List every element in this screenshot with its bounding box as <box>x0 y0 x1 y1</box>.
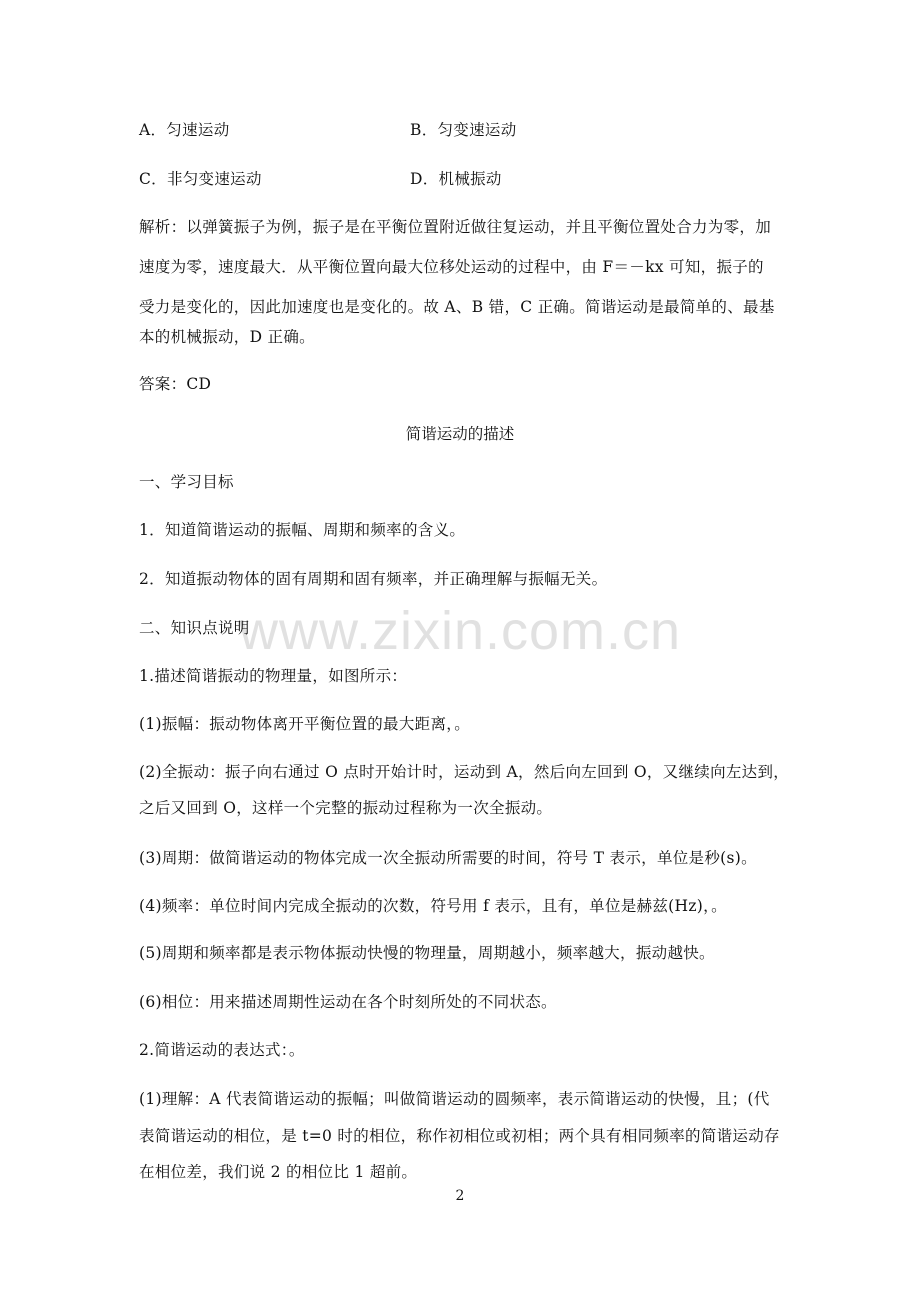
item1-title: 1.描述简谐振动的物理量，如图所示： <box>139 667 408 685</box>
item2-point: (1)理解：A 代表简谐运动的振幅；叫做简谐运动的圆频率，表示简谐运动的快慢，且；(代 <box>139 1090 770 1108</box>
watermark: www.zixin.com.cn <box>238 601 682 661</box>
item1-point: 之后又回到 O，这样一个完整的振动过程称为一次全振动。 <box>139 799 553 817</box>
answer: 答案：CD <box>139 375 212 393</box>
goal-item: 2．知道振动物体的固有周期和固有频率，并正确理解与振幅无关。 <box>139 570 608 588</box>
option-b: B．匀变速运动 <box>410 121 517 139</box>
item1-point: (1)振幅：振动物体离开平衡位置的最大距离，。 <box>139 715 471 733</box>
section-title: 简谐运动的描述 <box>405 425 515 443</box>
item2-point: 在相位差，我们说 2 的相位比 1 超前。 <box>139 1163 418 1181</box>
heading-knowledge: 二、知识点说明 <box>139 619 250 637</box>
option-a: A．匀速运动 <box>139 121 230 139</box>
analysis-line: 本的机械振动，D 正确。 <box>139 328 315 346</box>
option-c: C．非匀变速运动 <box>139 170 262 188</box>
item2-title: 2.简谐运动的表达式：。 <box>139 1041 305 1059</box>
analysis-line: 解析：以弹簧振子为例，振子是在平衡位置附近做往复运动，并且平衡位置处合力为零，加 <box>139 218 772 236</box>
analysis-line: 速度为零，速度最大．从平衡位置向最大位移处运动的过程中，由 F＝－kx 可知，振子的 <box>139 258 764 276</box>
item1-point: (3)周期：做简谐运动的物体完成一次全振动所需要的时间，符号 T 表示，单位是秒(s)。 <box>139 849 757 867</box>
item1-point: (4)频率：单位时间内完成全振动的次数，符号用 f 表示，且有，单位是赫兹(Hz)，。 <box>139 897 727 915</box>
item2-point: 表简谐运动的相位，是 t=0 时的相位，称作初相位或初相；两个具有相同频率的简谐运动存 <box>139 1127 780 1145</box>
item1-point: (5)周期和频率都是表示物体振动快慢的物理量，周期越小，频率越大，振动越快。 <box>139 944 715 962</box>
goal-item: 1．知道简谐运动的振幅、周期和频率的含义。 <box>139 521 466 539</box>
item1-point: (2)全振动：振子向右通过 O 点时开始计时，运动到 A，然后向左回到 O，又继续向左达到， <box>139 763 790 781</box>
analysis-line: 受力是变化的，因此加速度也是变化的。故 A、B 错，C 正确。简谐运动是最简单的、最基 <box>139 298 775 316</box>
page-number: 2 <box>455 1188 465 1204</box>
option-d: D．机械振动 <box>410 170 502 188</box>
item1-point: (6)相位：用来描述周期性运动在各个时刻所处的不同状态。 <box>139 993 557 1011</box>
heading-learning-goals: 一、学习目标 <box>139 473 234 491</box>
